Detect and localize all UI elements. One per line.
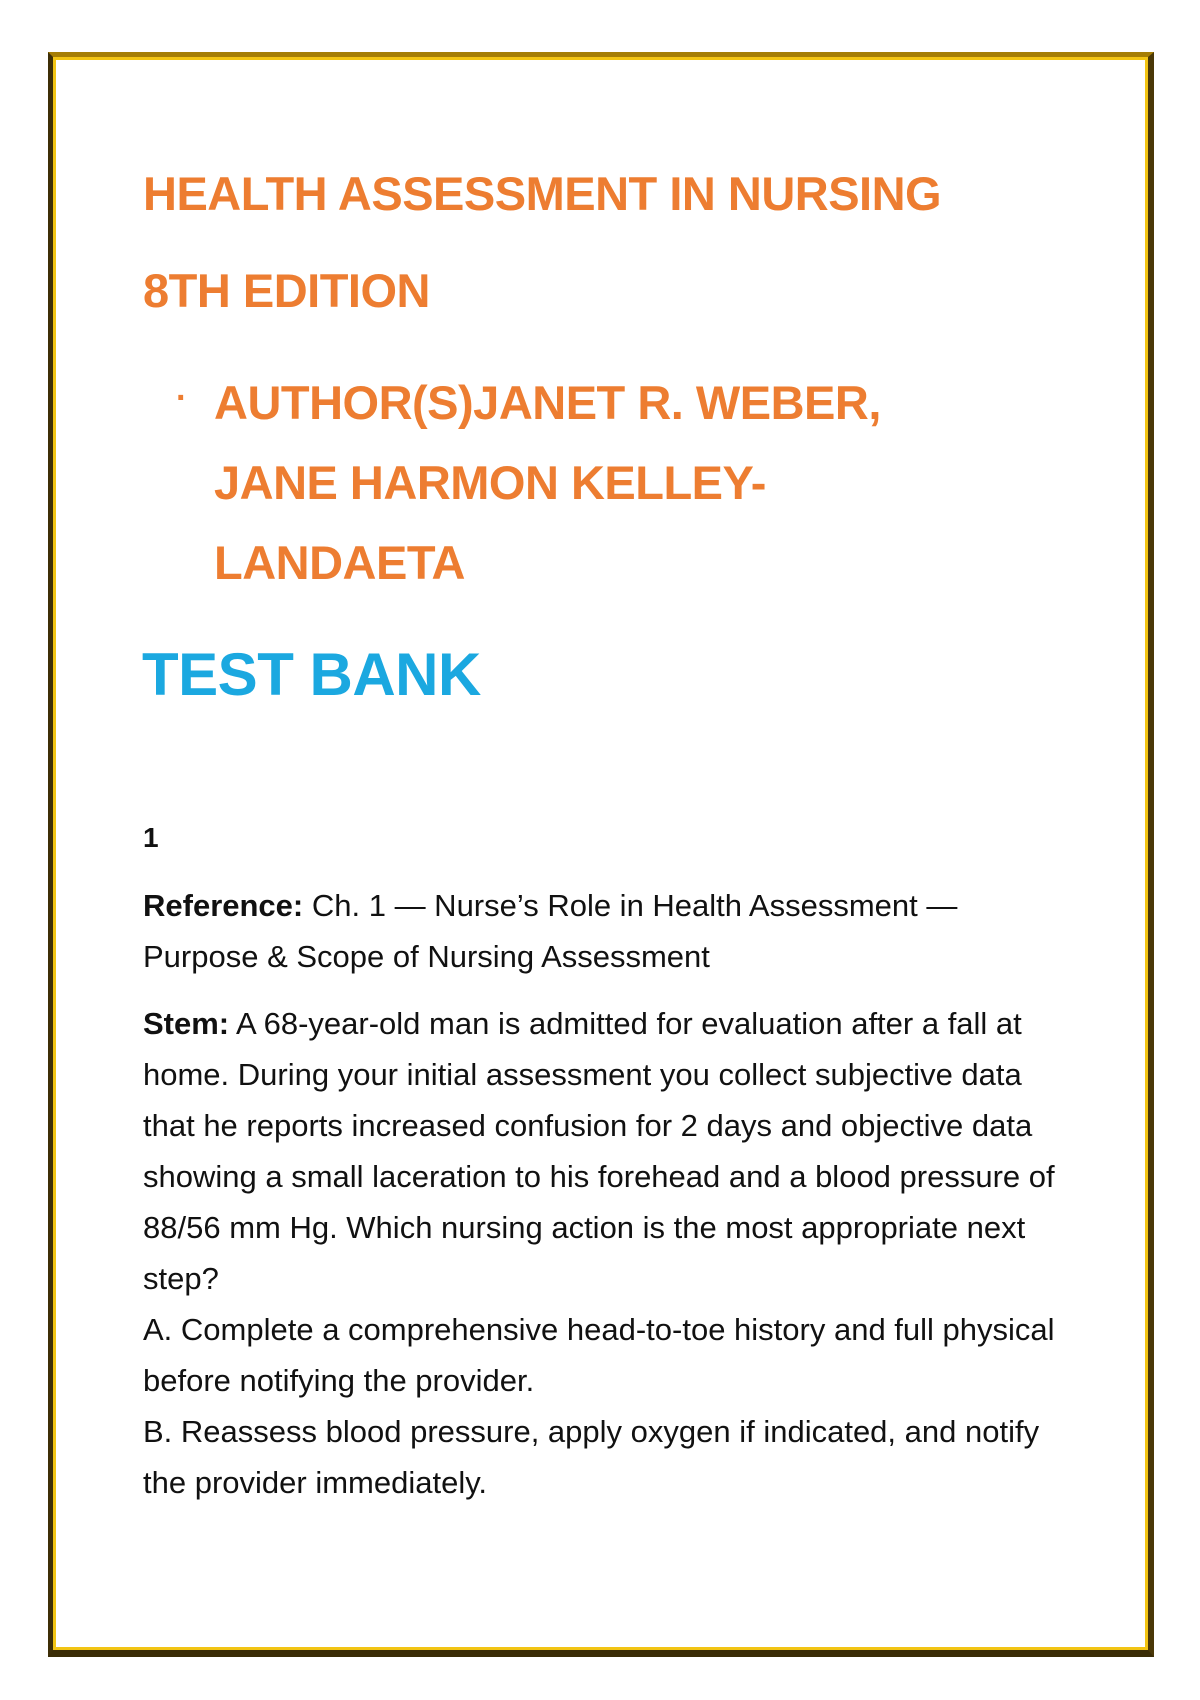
answer-option-a: A. Complete a comprehensive head-to-toe history and full physical before notifying the provider. <box>143 1312 1055 1398</box>
book-edition: 8TH EDITION <box>143 264 430 317</box>
stem-text: A 68-year-old man is admitted for evaluation after a fall at home. During your initial assessment you collect subjective data that he reports increased confusion for 2 days and objective data showing a small laceration to his forehead and a blood pressure of 88/56 mm Hg. Which nursing action is the most appropriate next step? <box>143 1006 1055 1296</box>
author-line: AUTHOR(S)JANET R. WEBER, JANE HARMON KELLEY-LANDAETA <box>214 376 881 589</box>
author-bullet-icon: · <box>176 379 188 417</box>
question-reference <box>143 880 1078 982</box>
reference-text: Ch. 1 — Nurse’s Role in Health Assessment — Purpose & Scope of Nursing Assessment <box>143 888 958 974</box>
book-title: HEALTH ASSESSMENT IN NURSING <box>143 167 942 220</box>
section-heading: TEST BANK <box>142 641 481 708</box>
stem-label: Stem: <box>143 1006 230 1041</box>
answer-option-b: B. Reassess blood pressure, apply oxygen if indicated, and notify the provider immediately. <box>143 1414 1040 1500</box>
question-number: 1 <box>143 822 159 853</box>
reference-label: Reference: <box>143 888 304 923</box>
question-stem <box>143 998 1078 1304</box>
question-block <box>143 880 1078 1508</box>
